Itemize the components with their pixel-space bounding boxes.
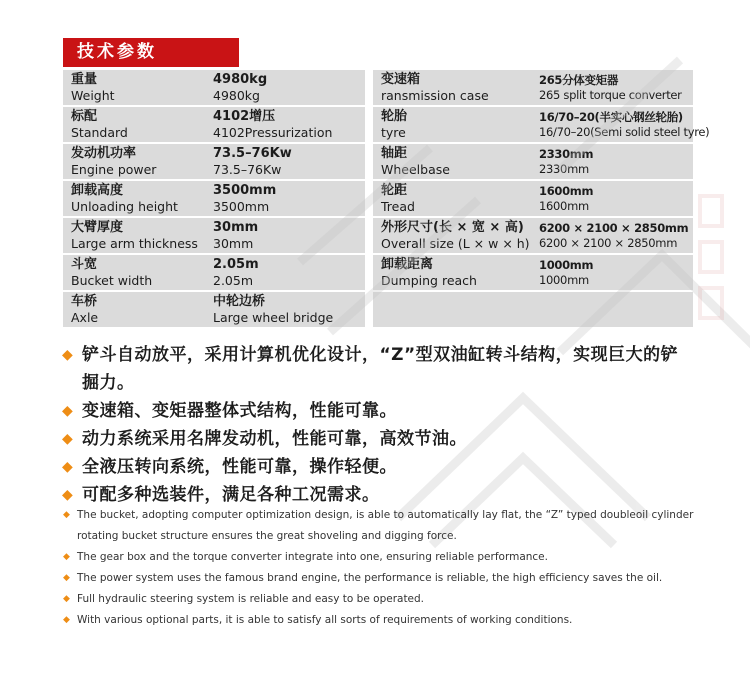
diamond-bullet-icon: ◆ (63, 573, 70, 583)
feature-list-en (63, 505, 711, 631)
section-title-banner: 技术参数 (63, 38, 239, 67)
spec-label-cn: 大臂厚度 (71, 220, 124, 235)
spec-value-cn: 中轮边桥 (213, 294, 266, 309)
spec-label-cn: 轮胎 (381, 109, 408, 124)
spec-label-en: tyre (381, 125, 406, 140)
spec-cell-overall-size (373, 218, 693, 253)
spec-label-cn: 卸载距离 (381, 257, 434, 272)
spec-label-cn: 变速箱 (381, 72, 421, 87)
spec-value-en: 3500mm (213, 199, 270, 214)
spec-value-en: 4980kg (213, 88, 260, 103)
spec-label-en: Overall size (L × w × h) (381, 236, 530, 251)
spec-label-en: Wheelbase (381, 162, 450, 177)
diamond-bullet-icon: ◆ (62, 459, 74, 475)
diamond-bullet-icon: ◆ (62, 487, 74, 503)
spec-cell-empty (373, 292, 693, 327)
feature-item-cn (62, 425, 682, 453)
spec-value-en: 16/70–20(Semi solid steel tyre) (539, 125, 710, 139)
spec-cell-tyre (373, 107, 710, 142)
feature-text-en: The power system uses the famous brand engine, the performance is reliable, the high efficiency saves the oil. (77, 572, 663, 584)
spec-label-cn: 外形尺寸(长 × 宽 × 高) (381, 220, 524, 235)
spec-label-en: Axle (71, 310, 99, 325)
spec-value-cn: 4102增压 (213, 109, 276, 124)
spec-cell-weight (63, 70, 365, 105)
feature-text-cn: 动力系统采用名牌发动机，性能可靠，高效节油。 (82, 429, 467, 449)
feature-item-cn (62, 397, 682, 425)
spec-value-en: Large wheel bridge (213, 310, 334, 325)
feature-item-en (63, 505, 711, 547)
feature-text-en: With various optional parts, it is able to satisfy all sorts of requirements of working conditions. (77, 614, 573, 626)
spec-value-en: 30mm (213, 236, 254, 251)
spec-value-cn: 4980kg (213, 72, 268, 87)
spec-label-cn: 卸载高度 (71, 183, 124, 198)
spec-cell-arm-thickness (63, 218, 365, 253)
spec-value-cn: 16/70–20(半实心钢丝轮胎) (539, 110, 683, 124)
spec-label-en: Tread (381, 199, 415, 214)
spec-label-en: ransmission case (381, 88, 489, 103)
spec-value-cn: 6200 × 2100 × 2850mm (539, 221, 689, 235)
spec-cell-dumping-reach (373, 255, 693, 290)
spec-label-cn: 车桥 (71, 294, 98, 309)
spec-label-en: Engine power (71, 162, 157, 177)
diamond-bullet-icon: ◆ (62, 431, 74, 447)
spec-label-en: Weight (71, 88, 115, 103)
feature-text-cn: 可配多种选装件，满足各种工况需求。 (82, 485, 380, 505)
diamond-bullet-icon: ◆ (63, 510, 70, 520)
spec-value-cn: 1600mm (539, 184, 594, 198)
spec-value-cn: 30mm (213, 220, 259, 235)
feature-item-cn (62, 341, 682, 397)
spec-label-cn: 轮距 (381, 183, 408, 198)
feature-item-en (63, 589, 711, 610)
spec-label-en: Unloading height (71, 199, 178, 214)
spec-label-en: Dumping reach (381, 273, 477, 288)
spec-value-cn: 73.5–76Kw (213, 146, 292, 161)
diamond-bullet-icon: ◆ (62, 347, 74, 363)
spec-value-cn: 2.05m (213, 257, 259, 272)
diamond-bullet-icon: ◆ (63, 552, 70, 562)
spec-cell-unloading-height (63, 181, 365, 216)
spec-label-cn: 斗宽 (71, 257, 98, 272)
spec-value-en: 1600mm (539, 199, 589, 213)
feature-text-en: The gear box and the torque converter integrate into one, ensuring reliable performance. (77, 551, 548, 563)
feature-item-en (63, 547, 711, 568)
spec-value-en: 265 split torque converter (539, 88, 682, 102)
spec-label-cn: 发动机功率 (71, 146, 137, 161)
spec-table (63, 70, 710, 327)
feature-item-cn (62, 453, 682, 481)
spec-value-en: 2330mm (539, 162, 589, 176)
feature-item-en (63, 568, 711, 589)
spec-value-en: 73.5–76Kw (213, 162, 282, 177)
spec-label-en: Bucket width (71, 273, 153, 288)
spec-value-en: 2.05m (213, 273, 254, 288)
spec-value-en: 6200 × 2100 × 2850mm (539, 236, 678, 250)
spec-value-cn: 1000mm (539, 258, 594, 272)
spec-label-cn: 轴距 (381, 146, 408, 161)
feature-text-en: Full hydraulic steering system is reliable and easy to be operated. (77, 593, 425, 605)
spec-label-en: Standard (71, 125, 128, 140)
spec-label-en: Large arm thickness (71, 236, 198, 251)
feature-text-cn: 变速箱、变矩器整体式结构，性能可靠。 (82, 401, 397, 421)
spec-cell-wheelbase (373, 144, 693, 179)
spec-value-cn: 265分体变矩器 (539, 73, 619, 87)
spec-value-en: 1000mm (539, 273, 589, 287)
spec-cell-standard (63, 107, 365, 142)
feature-text-en: The bucket, adopting computer optimization design, is able to automatically lay flat, the “Z” typed doubleoil cylinder rotating bucket structure ensures the great shoveling and digging force. (77, 509, 694, 542)
diamond-bullet-icon: ◆ (62, 403, 74, 419)
spec-label-cn: 重量 (71, 72, 98, 87)
feature-text-cn: 全液压转向系统，性能可靠，操作轻便。 (82, 457, 397, 477)
spec-cell-tread (373, 181, 693, 216)
spec-cell-axle (63, 292, 365, 327)
feature-text-cn: 铲斗自动放平，采用计算机优化设计，“Z”型双油缸转斗结构，实现巨大的铲掘力。 (82, 345, 679, 393)
feature-list-cn (62, 341, 682, 509)
spec-cell-engine-power (63, 144, 365, 179)
spec-value-en: 4102Pressurization (213, 125, 333, 140)
diamond-bullet-icon: ◆ (63, 594, 70, 604)
spec-cell-transmission (373, 70, 693, 105)
spec-value-cn: 2330mm (539, 147, 594, 161)
diamond-bullet-icon: ◆ (63, 615, 70, 625)
spec-label-cn: 标配 (71, 109, 98, 124)
feature-item-en (63, 610, 711, 631)
spec-cell-bucket-width (63, 255, 365, 290)
spec-value-cn: 3500mm (213, 183, 277, 198)
